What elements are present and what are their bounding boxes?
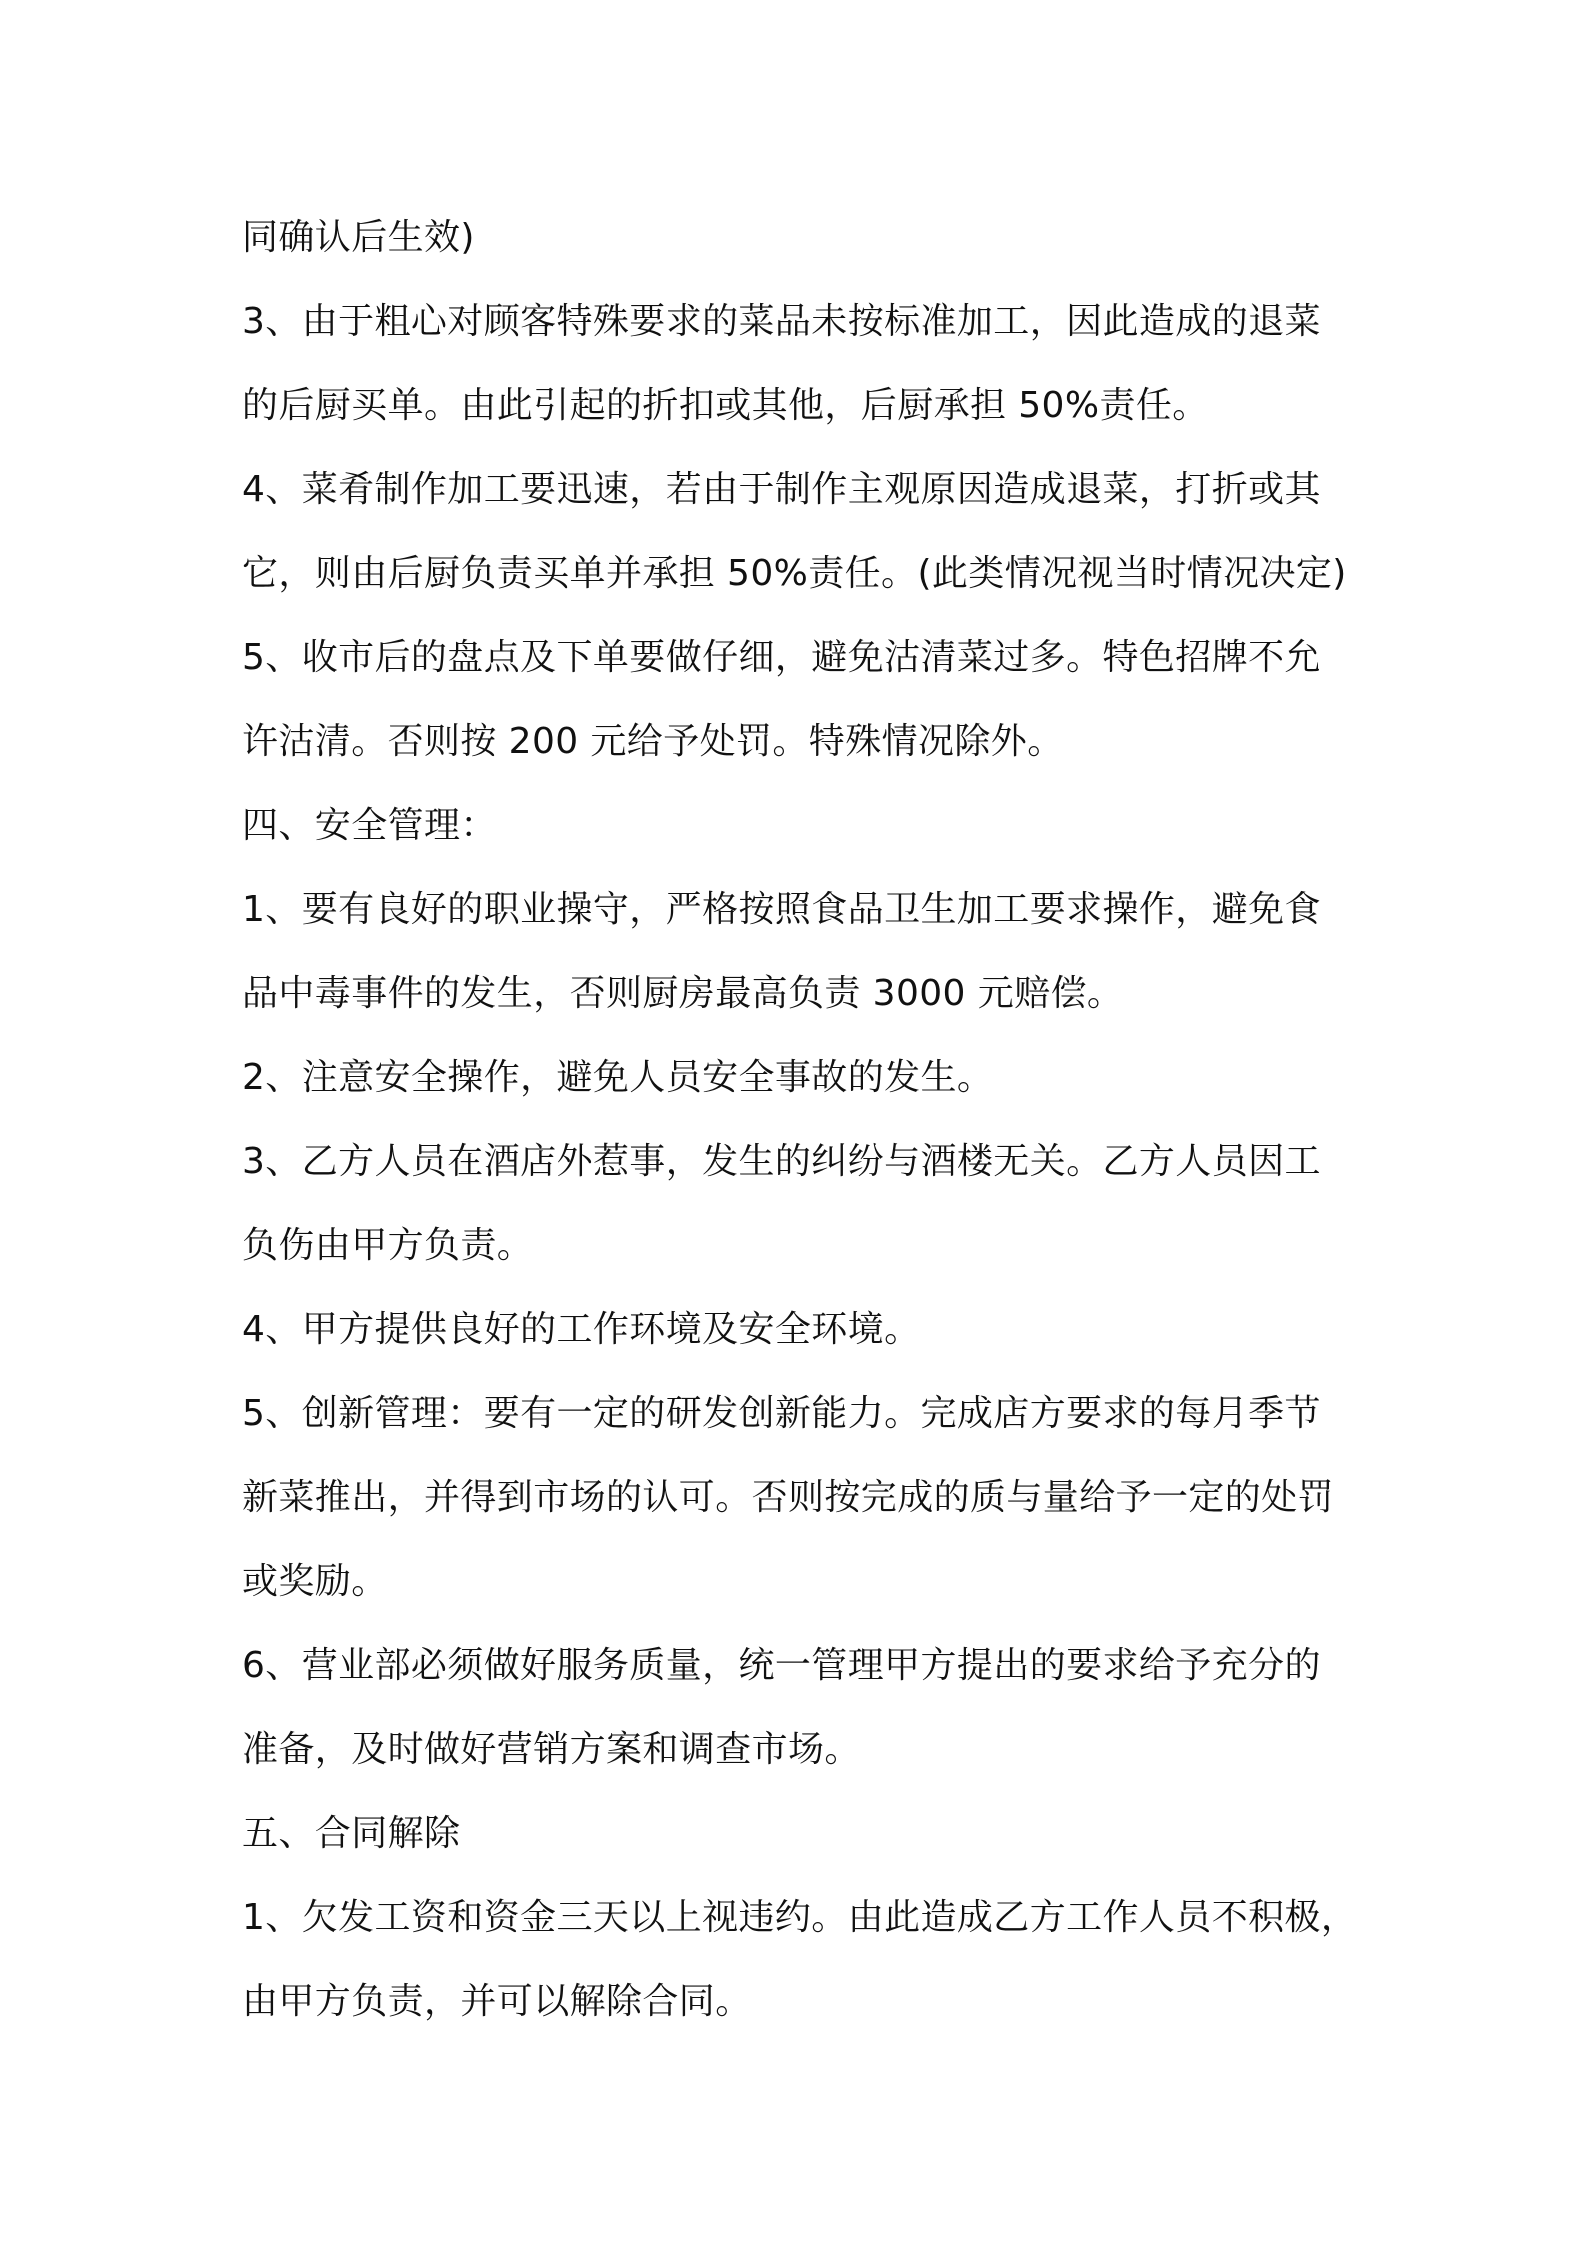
text-line: 3、由于粗心对顾客特殊要求的菜品未按标准加工，因此造成的退菜 <box>242 301 1321 342</box>
text-line: 2、注意安全操作，避免人员安全事故的发生。 <box>242 1057 994 1098</box>
text-line: 6、营业部必须做好服务质量，统一管理甲方提出的要求给予充分的 <box>242 1645 1321 1686</box>
text-line: 准备，及时做好营销方案和调查市场。 <box>242 1729 861 1770</box>
section-heading: 四、安全管理： <box>242 805 497 846</box>
text-line: 的后厨买单。由此引起的折扣或其他，后厨承担 50%责任。 <box>242 385 1209 426</box>
text-line: 4、菜肴制作加工要迅速，若由于制作主观原因造成退菜，打折或其 <box>242 469 1321 510</box>
document-body <box>242 196 1357 2044</box>
text-line: 新菜推出，并得到市场的认可。否则按完成的质与量给予一定的处罚 <box>242 1477 1335 1518</box>
text-line: 1、欠发工资和资金三天以上视违约。由此造成乙方工作人员不积极， <box>242 1897 1358 1938</box>
text-line: 或奖励。 <box>242 1561 388 1602</box>
text-line: 同确认后生效) <box>242 217 475 258</box>
text-line: 许沽清。否则按 200 元给予处罚。特殊情况除外。 <box>242 721 1064 762</box>
text-line: 它，则由后厨负责买单并承担 50%责任。(此类情况视当时情况决定) <box>242 553 1347 594</box>
text-line: 品中毒事件的发生，否则厨房最高负责 3000 元赔偿。 <box>242 973 1124 1014</box>
text-line: 3、乙方人员在酒店外惹事，发生的纠纷与酒楼无关。乙方人员因工 <box>242 1141 1321 1182</box>
text-line: 4、甲方提供良好的工作环境及安全环境。 <box>242 1309 921 1350</box>
text-line: 5、收市后的盘点及下单要做仔细，避免沽清菜过多。特色招牌不允 <box>242 637 1321 678</box>
text-line: 由甲方负责，并可以解除合同。 <box>242 1981 752 2022</box>
text-line: 5、创新管理：要有一定的研发创新能力。完成店方要求的每月季节 <box>242 1393 1321 1434</box>
text-line: 1、要有良好的职业操守，严格按照食品卫生加工要求操作，避免食 <box>242 889 1321 930</box>
text-line: 负伤由甲方负责。 <box>242 1225 534 1266</box>
section-heading: 五、合同解除 <box>242 1813 461 1854</box>
